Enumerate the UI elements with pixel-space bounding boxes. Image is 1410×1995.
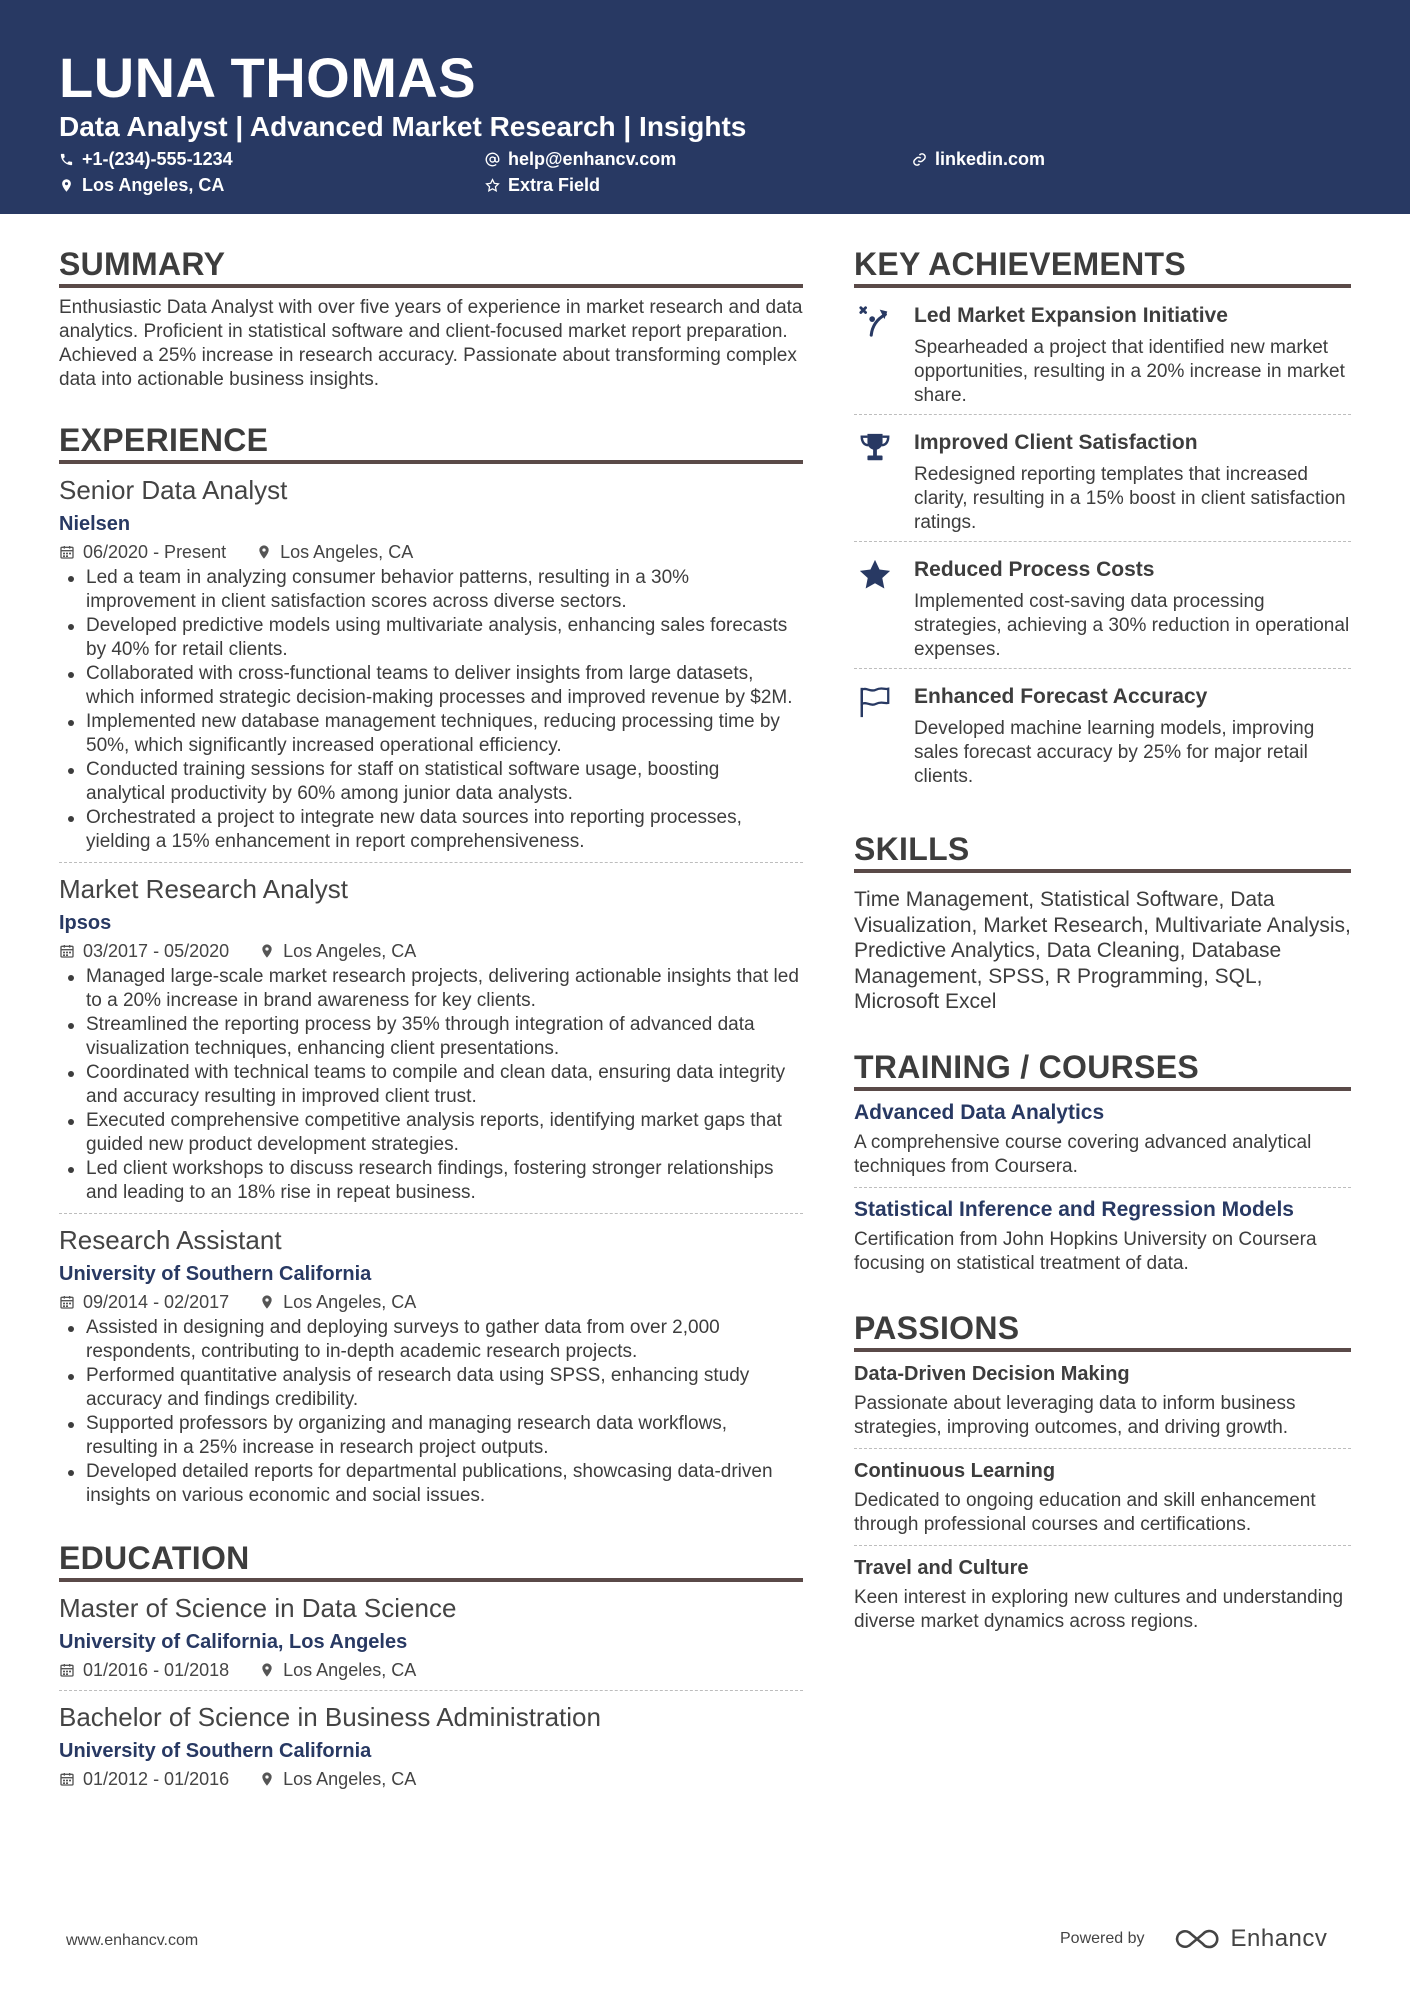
job-role: Market Research Analyst [59, 874, 349, 904]
degree-title: Bachelor of Science in Business Administration [59, 1702, 601, 1732]
course-desc: A comprehensive course covering advanced analytical techniques from Coursera. [854, 1131, 1312, 1177]
education-dates-text: 01/2012 - 01/2016 [83, 1769, 230, 1789]
bullet-item: Supported professors by organizing and managing research data workflows, resulting in a 25% increase in research project outputs. [59, 1412, 803, 1460]
achievement-item [854, 542, 1351, 669]
entry-divider [59, 862, 803, 863]
calendar-icon [59, 1662, 75, 1678]
job-company: Nielsen [59, 513, 131, 535]
bullet-item: Assisted in designing and deploying surveys to gather data from over 2,000 respondents, contributing to in-depth academic research projects. [59, 1316, 803, 1364]
education-section [59, 1538, 803, 1791]
achievement-desc: Developed machine learning models, improving sales forecast accuracy by 25% for major retail clients. [914, 718, 1315, 787]
location-pin-icon [259, 1294, 275, 1310]
job-dates [59, 1290, 229, 1314]
achievements-heading: KEY ACHIEVEMENTS [854, 244, 1351, 288]
passions-section [854, 1308, 1351, 1634]
summary-heading: SUMMARY [59, 244, 803, 288]
passion-entry [854, 1360, 1351, 1440]
job-dates [59, 540, 226, 564]
experience-section [59, 420, 803, 1508]
course-title: Advanced Data Analytics [854, 1100, 1105, 1124]
bullet-item: Executed comprehensive competitive analysis reports, identifying market gaps that guided new product development strategies. [59, 1109, 803, 1157]
job-meta [59, 540, 803, 564]
passion-title: Continuous Learning [854, 1459, 1056, 1482]
brand-logo [1173, 1925, 1328, 1953]
education-dates-text: 01/2016 - 01/2018 [83, 1660, 230, 1680]
job-location [259, 1290, 416, 1314]
linkedin-contact[interactable] [912, 147, 1045, 171]
achievement-title: Enhanced Forecast Accuracy [914, 685, 1208, 708]
location-contact [59, 173, 224, 197]
education-entry [59, 1701, 803, 1791]
star-outline-icon [485, 178, 500, 193]
education-entry [59, 1592, 803, 1691]
school-name: University of California, Los Angeles [59, 1631, 408, 1653]
bullet-item: Performed quantitative analysis of research data using SPSS, enhancing study accuracy and findings credibility. [59, 1364, 803, 1412]
extra-text: Extra Field [508, 175, 601, 195]
right-column [854, 244, 1351, 1634]
job-location-text: Los Angeles, CA [280, 542, 414, 562]
job-bullets [59, 1316, 803, 1508]
training-section [854, 1047, 1351, 1276]
calendar-icon [59, 544, 75, 560]
email-text: help@enhancv.com [508, 149, 677, 169]
course-title: Statistical Inference and Regression Models [854, 1197, 1294, 1221]
strategy-icon [858, 304, 892, 338]
course-entry [854, 1196, 1351, 1276]
job-location-text: Los Angeles, CA [283, 941, 417, 961]
link-icon [912, 152, 927, 167]
bullet-item: Led a team in analyzing consumer behavior patterns, resulting in a 30% improvement in client satisfaction scores across diverse sectors. [59, 566, 803, 614]
location-pin-icon [259, 1662, 275, 1678]
passion-desc: Keen interest in exploring new cultures and understanding diverse market dynamics across regions. [854, 1586, 1344, 1632]
enhancv-logo-icon [1173, 1926, 1221, 1952]
bullet-item: Developed detailed reports for departmental publications, showcasing data-driven insights on various economic and social issues. [59, 1460, 803, 1508]
entry-divider [854, 1545, 1351, 1546]
job-meta [59, 1290, 803, 1314]
location-text: Los Angeles, CA [82, 175, 225, 195]
summary-section [59, 244, 803, 392]
job-dates [59, 939, 229, 963]
passion-title: Travel and Culture [854, 1556, 1029, 1579]
skills-list: Time Management, Statistical Software, Data Visualization, Market Research, Multivariate Analysis, Predictive Analytics, Data Cleaning, Database Management, SPSS, R Programming, SQL, Microsoft Excel [854, 888, 1351, 1013]
experience-heading: EXPERIENCE [59, 420, 803, 464]
passion-desc: Dedicated to ongoing education and skill enhancement through professional courses and certifications. [854, 1489, 1316, 1535]
phone-icon [59, 152, 74, 167]
education-dates [59, 1658, 229, 1682]
passion-entry [854, 1457, 1351, 1537]
phone-text: +1-(234)-555-1234 [82, 149, 233, 169]
location-pin-icon [59, 178, 74, 193]
powered-by-text: Powered by [1060, 1930, 1145, 1947]
education-meta [59, 1658, 803, 1682]
extra-contact [485, 173, 600, 197]
course-desc: Certification from John Hopkins University on Coursera focusing on statistical treatment of data. [854, 1228, 1317, 1274]
job-company: University of Southern California [59, 1263, 372, 1285]
job-dates-text: 06/2020 - Present [83, 542, 227, 562]
achievement-title: Led Market Expansion Initiative [914, 304, 1228, 327]
training-heading: TRAINING / COURSES [854, 1047, 1351, 1091]
left-column [59, 244, 803, 1791]
calendar-icon [59, 1771, 75, 1787]
achievements-section [854, 244, 1351, 795]
job-dates-text: 03/2017 - 05/2020 [83, 941, 230, 961]
footer-website[interactable]: www.enhancv.com [66, 1932, 199, 1949]
job-meta [59, 939, 803, 963]
email-contact[interactable] [485, 147, 676, 171]
job-role: Research Assistant [59, 1225, 282, 1255]
location-pin-icon [259, 943, 275, 959]
bullet-item: Streamlined the reporting process by 35% through integration of advanced data visualization techniques, enhancing client presentations. [59, 1013, 803, 1061]
passion-entry [854, 1554, 1351, 1634]
bullet-item: Managed large-scale market research projects, delivering actionable insights that led to a 20% increase in brand awareness for key clients. [59, 965, 803, 1013]
linkedin-text: linkedin.com [935, 149, 1046, 169]
candidate-title: Data Analyst | Advanced Market Research | Insights [59, 111, 747, 142]
degree-title: Master of Science in Data Science [59, 1593, 457, 1623]
summary-text: Enthusiastic Data Analyst with over five years of experience in market research and data analytics. Proficient in statistical software and client-focused market report preparation. Achieved a 25% increase in research accuracy. Passionate about transforming complex data into actionable business insights. [59, 297, 803, 390]
education-meta [59, 1767, 803, 1791]
achievement-item [854, 288, 1351, 415]
bullet-item: Collaborated with cross-functional teams to deliver insights from large datasets, which informed strategic decision-making processes and improved revenue by $2M. [59, 662, 803, 710]
location-pin-icon [256, 544, 272, 560]
entry-divider [59, 1690, 803, 1691]
education-heading: EDUCATION [59, 1538, 803, 1582]
achievement-desc: Implemented cost-saving data processing strategies, achieving a 30% reduction in operational expenses. [914, 591, 1350, 660]
at-icon [485, 152, 500, 167]
bullet-item: Conducted training sessions for staff on statistical software usage, boosting analytical productivity by 60% among junior data analysts. [59, 758, 803, 806]
footer-brand[interactable] [1060, 1925, 1327, 1953]
job-dates-text: 09/2014 - 02/2017 [83, 1292, 230, 1312]
bullet-item: Coordinated with technical teams to compile and clean data, ensuring data integrity and accuracy resulting in improved client trust. [59, 1061, 803, 1109]
achievement-desc: Redesigned reporting templates that increased clarity, resulting in a 15% boost in client satisfaction ratings. [914, 464, 1346, 533]
job-entry [59, 873, 803, 1214]
achievement-item [854, 415, 1351, 542]
flag-icon [858, 685, 892, 719]
passion-desc: Passionate about leveraging data to inform business strategies, improving outcomes, and driving growth. [854, 1392, 1296, 1438]
passions-heading: PASSIONS [854, 1308, 1351, 1352]
entry-divider [854, 1448, 1351, 1449]
job-role: Senior Data Analyst [59, 475, 288, 505]
passion-title: Data-Driven Decision Making [854, 1362, 1130, 1385]
course-entry [854, 1099, 1351, 1179]
phone-contact [59, 147, 233, 171]
resume-header [0, 0, 1410, 214]
education-dates [59, 1767, 229, 1791]
job-location [256, 540, 413, 564]
trophy-icon [858, 431, 892, 465]
education-location [259, 1767, 416, 1791]
job-company: Ipsos [59, 912, 112, 934]
achievement-title: Reduced Process Costs [914, 558, 1155, 581]
job-bullets [59, 566, 803, 854]
job-entry [59, 1224, 803, 1508]
entry-divider [854, 1187, 1351, 1188]
job-location [259, 939, 416, 963]
school-name: University of Southern California [59, 1740, 372, 1762]
skills-heading: SKILLS [854, 829, 1351, 873]
entry-divider [59, 1213, 803, 1214]
candidate-name: LUNA THOMAS [59, 46, 477, 109]
job-location-text: Los Angeles, CA [283, 1292, 417, 1312]
bullet-item: Implemented new database management techniques, reducing processing time by 50%, which significantly increased operational efficiency. [59, 710, 803, 758]
calendar-icon [59, 1294, 75, 1310]
bullet-item: Developed predictive models using multivariate analysis, enhancing sales forecasts by 40% for retail clients. [59, 614, 803, 662]
calendar-icon [59, 943, 75, 959]
education-location [259, 1658, 416, 1682]
location-pin-icon [259, 1771, 275, 1787]
bullet-item: Orchestrated a project to integrate new data sources into reporting processes, yielding a 15% enhancement in report comprehensiveness. [59, 806, 803, 854]
job-entry [59, 474, 803, 863]
skills-section [854, 829, 1351, 1015]
education-location-text: Los Angeles, CA [283, 1769, 417, 1789]
job-bullets [59, 965, 803, 1205]
brand-name: Enhancv [1230, 1925, 1328, 1952]
education-location-text: Los Angeles, CA [283, 1660, 417, 1680]
star-icon [858, 558, 892, 592]
achievement-title: Improved Client Satisfaction [914, 431, 1198, 454]
achievement-desc: Spearheaded a project that identified new market opportunities, resulting in a 20% increase in market share. [914, 337, 1345, 406]
achievement-item [854, 669, 1351, 795]
bullet-item: Led client workshops to discuss research findings, fostering stronger relationships and leading to an 18% rise in repeat business. [59, 1157, 803, 1205]
